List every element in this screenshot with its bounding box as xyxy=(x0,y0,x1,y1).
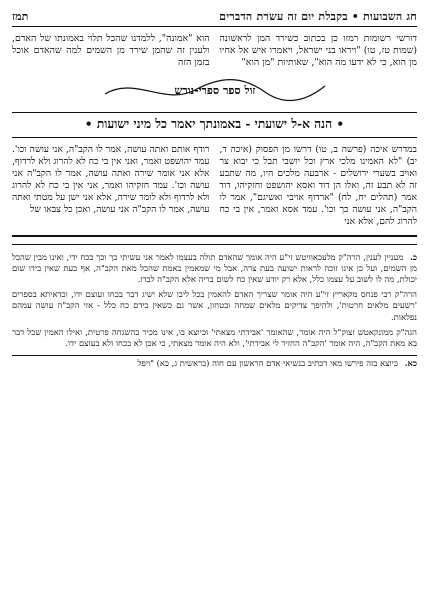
footnote xyxy=(12,355,417,369)
decorative-ornament xyxy=(12,72,417,108)
middle-left-column: רודף אותם ואתה עושה, אמר לו הקב"ה, אני עושה וכו'. עמד יהושפט ואמר, ואני אין בי כח לא להרוג ולא לרדוף, אלא אני אומר שירה ואתה עושה, אמר לו הקב"ה אני עושה וכו'. עמד חזקיהו ואמר, אני אין בי כח לא להרוג ולא לרדוף ולא לומר שירה, אלא אני ישן על מטתי ואתה עושה, אמר לו הקב"ה אני עושה, ואכן כל צבאו של xyxy=(12,143,210,215)
running-header xyxy=(12,8,417,27)
footnote-number: כ. xyxy=(409,251,417,262)
header-title: חג השבועות • בקבלת יום זה עשרת הדברים xyxy=(219,9,417,23)
middle-right-column: במדרש איכה (פרשה ב, טו) דרשו מן הפסוק (איכה ד, יב) "לא האמינו מלכי ארץ וכל יושבי תבל כי יבוא צר ואויב בשערי ירושלים - ארבעה מלכים היו, מה שתבע זה לא תבע זה, ואלו הן דוד ואסא יהושפט וחזקיהו, דוד אמר (תהלים יח, לח) "ארדוף אויבי ואשיגם", אמר לו הקב"ה, אני עושה כך וכו'. עמד אסא ואמר, אין בי כח להרוג להם, אלא אני xyxy=(219,143,417,227)
footnote-text: מעניין לענין, הרה"ק מלעכאוויטש זי"ע היה אומר שהאדם תולה בעצמו לאמר אני עשיתי כך וכך בכח ידי, ואינו מבין שהכל מן השמים, ועל כן אינו זוכה לראות ישועה בעת צרה, אבל מי שמאמין באמת שהכל מאת הקב"ה, אף בעת שאין בידו שום יכולת, מה לו לשוב על עצמו כלל, אלא רק יודע שאין כח לשום בריה אלא הקב"ה לבדו. xyxy=(12,251,417,285)
footnote-text: הרה"ק רבי פנחס מקאריץ זי"ע היה אומר שצריך האדם להאמין בכל ליבו שלא ישיג דבר בכחו ועוצם ידו, וכדאיתא בספרים 'רשעים מלאים חרטות', ולהיפך צדיקים מלאים שמחה ובטחון, אשר גם כשאין בידם כח כלל - אזי הקב"ה עושה עמהם נפלאות. xyxy=(12,289,417,322)
top-left-column: הוא "אמונה", ללמדנו שהכל תלוי באמונתו של האדם, ולענין זה שהמן שירד מן השמים למה שהאדם אוכל בזמן הזה xyxy=(12,33,210,69)
middle-text-columns xyxy=(12,144,417,228)
footnote xyxy=(12,327,417,349)
top-text-columns xyxy=(12,33,417,70)
footnote xyxy=(12,289,417,323)
footnote xyxy=(12,252,417,286)
section-title: • הנה א-ל ישועתי - באמונתך יאמר כל מיני ישועות • xyxy=(12,112,417,138)
ornament-flourish-icon xyxy=(95,72,335,108)
footnotes xyxy=(12,252,417,370)
ornament-text: זול ספר ספרי-נורש xyxy=(173,83,256,97)
section-divider xyxy=(12,235,417,245)
top-right-column: דורשי רשומות רמזו כן בכתוב כשירד המן לראשונה (שמות טז, טו) "ויראו בני ישראל, ויאמרו איש אל אחיו מן הוא, כי לא ידעו מה הוא", שאותיות "מן הוא" xyxy=(219,33,417,69)
footnote-number: כא. xyxy=(404,358,417,369)
footnote-text: הגה"ק ממונקאטש זצוק"ל היה אומר, שהאומר 'אבידתי מצאתי' וכיוצא בו, אינו מכיר בהשגחה פרטית, ואילו האמין שכל דבר בא מאת הקב"ה, היה אומר 'הקב"ה החזיר לי אבידתי', ולא היה אומר מצאתי, כי אכן לא בכחו ולא בעוצם ידו. xyxy=(12,326,417,349)
footnote-text: כיוצא בזה פירשו מאי דכתיב בנשיאי אדם הראשון עם חוה (בראשית ג, כא) "ויפל xyxy=(137,358,398,369)
page-number: תמז xyxy=(12,9,29,23)
